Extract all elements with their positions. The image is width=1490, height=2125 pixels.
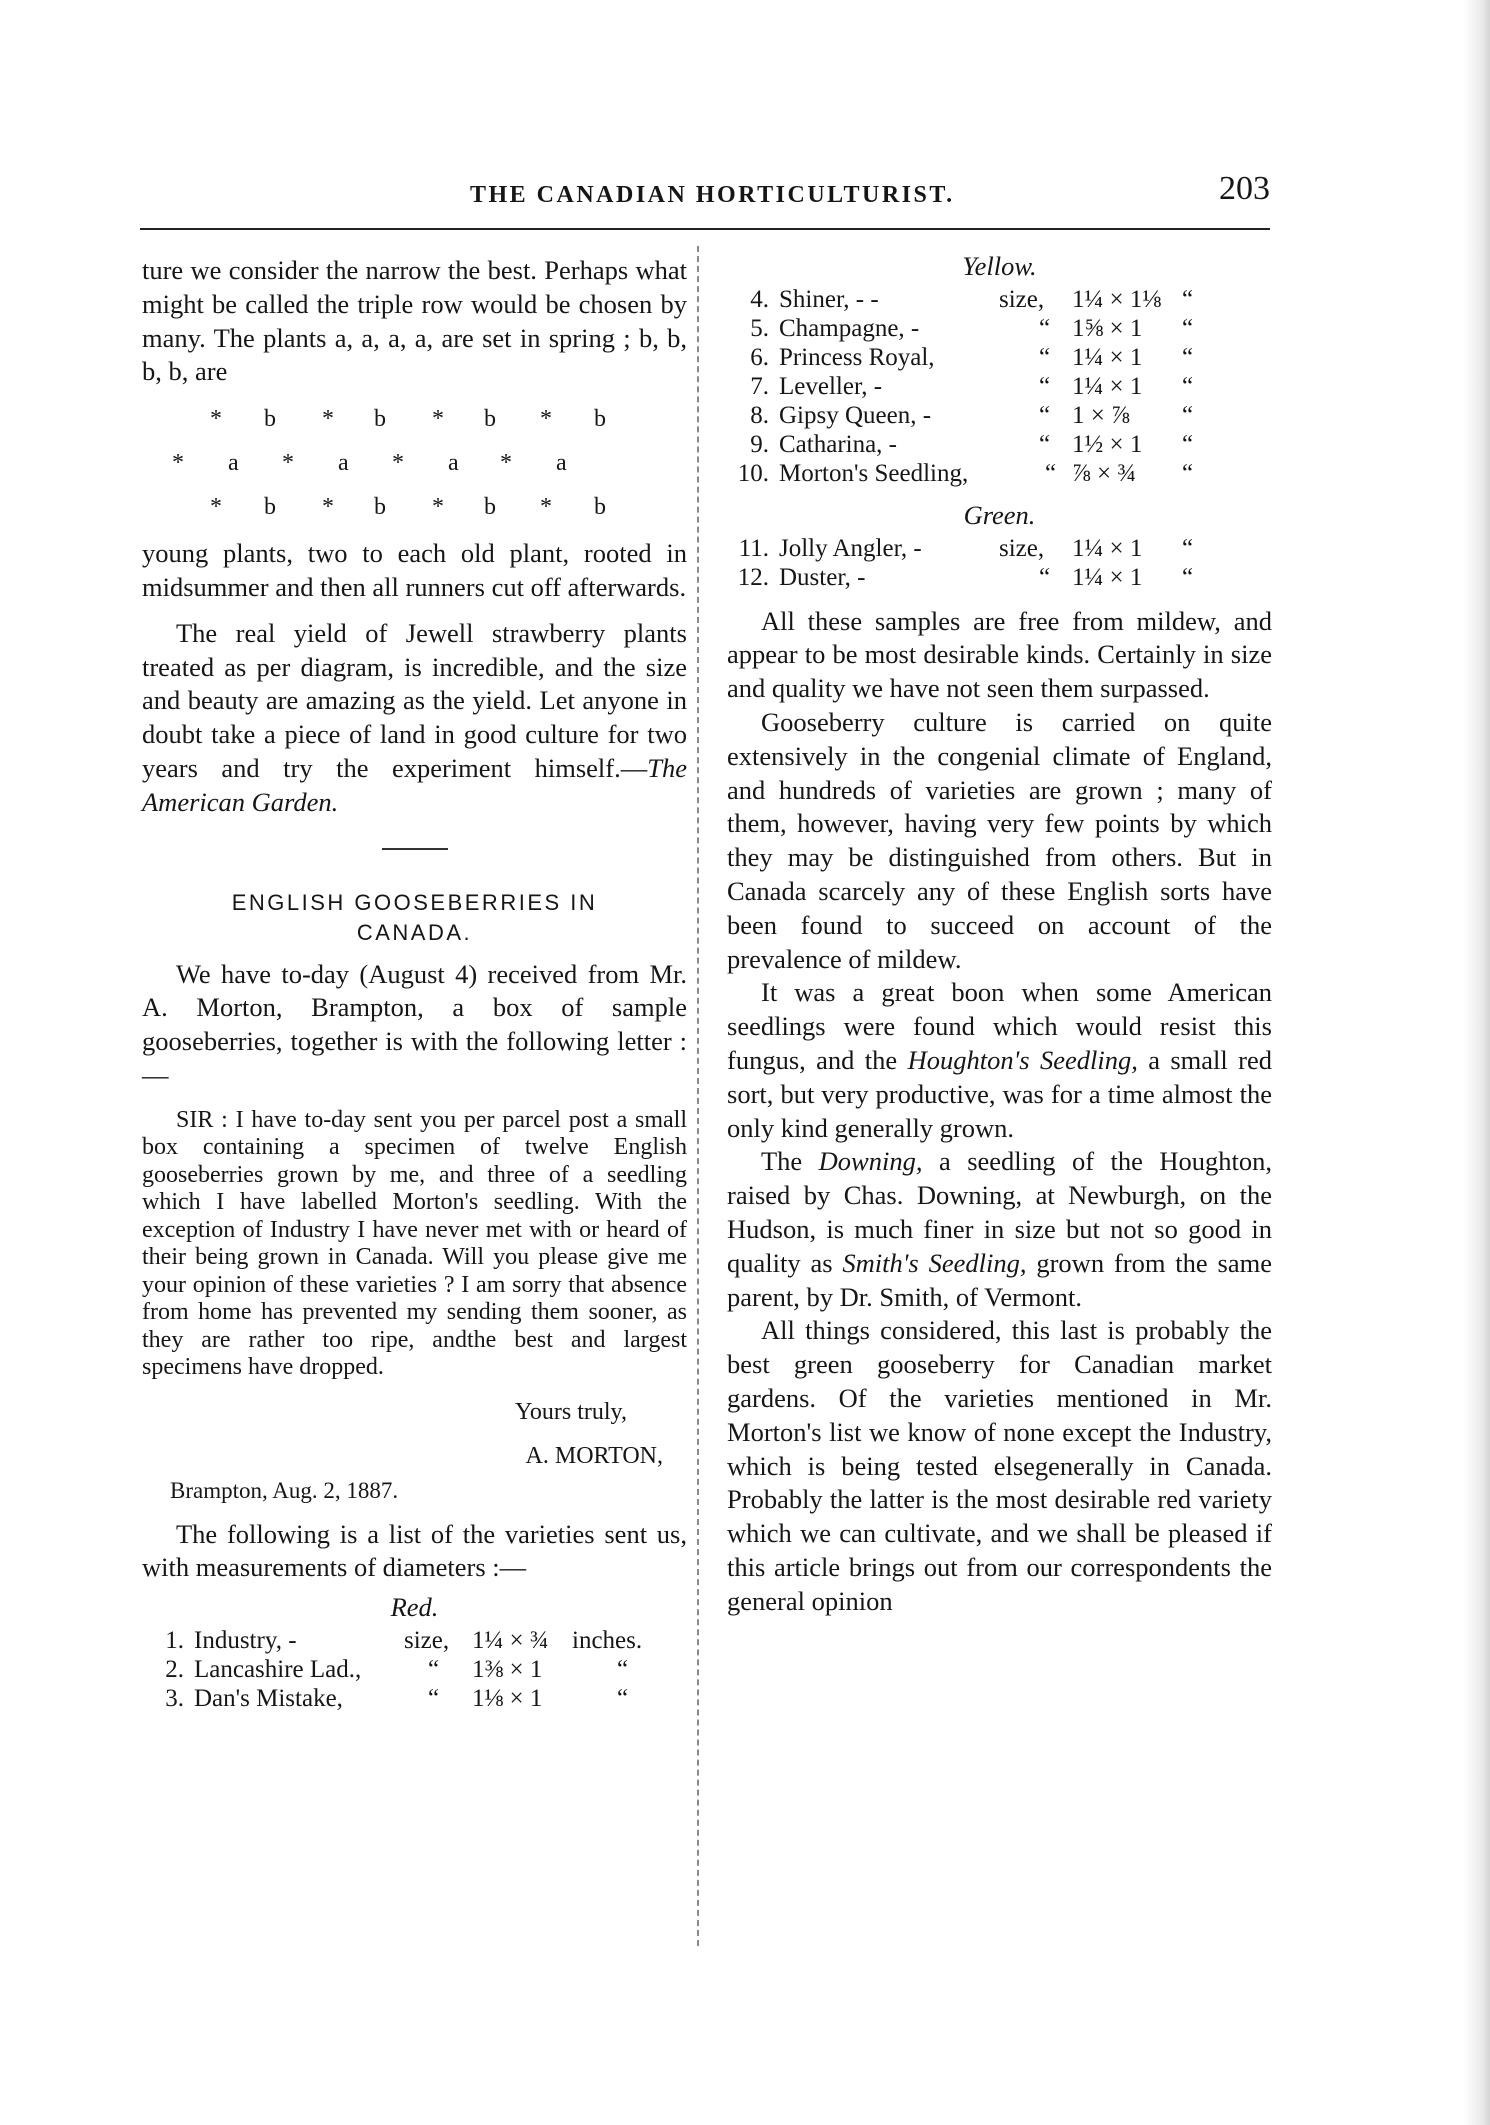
- downing-text-3: grown from the same parent, by Dr. Smith, of Vermont.: [727, 1247, 1272, 1312]
- diagram-cell: b: [484, 406, 496, 433]
- variety-name: Princess Royal,: [779, 343, 935, 371]
- list-item: [727, 373, 1272, 402]
- variety-size-label: “: [1039, 401, 1051, 429]
- variety-dimensions: 1½ × 1: [1072, 430, 1143, 458]
- yield-paragraph: [142, 617, 687, 820]
- variety-number: 2.: [165, 1655, 184, 1683]
- variety-size-label: “: [1039, 343, 1051, 371]
- letter-dateline: Brampton, Aug. 2, 1887.: [170, 1477, 399, 1503]
- variety-name: Dan's Mistake,: [194, 1684, 343, 1712]
- diagram-cell: b: [484, 494, 496, 521]
- variety-unit: “: [1182, 285, 1194, 313]
- diagram-cell: *: [210, 494, 222, 521]
- diagram-cell: *: [540, 406, 552, 433]
- after-diagram-paragraph: young plants, two to each old plant, rooted in midsummer and then all runners cut off afterwards.: [142, 538, 687, 602]
- downing-paragraph: [727, 1145, 1272, 1314]
- variety-unit: “: [1182, 401, 1194, 429]
- variety-dimensions: 1⅜ × 1: [472, 1655, 543, 1683]
- variety-name: Industry, -: [194, 1626, 297, 1654]
- variety-unit: “: [1182, 372, 1194, 400]
- yellow-varieties-list: [727, 286, 1272, 489]
- variety-size-label: “: [428, 1655, 440, 1683]
- downing-text-1: The: [761, 1146, 819, 1177]
- diagram-cell: *: [432, 406, 444, 433]
- variety-number: 4.: [750, 285, 769, 313]
- final-paragraph: All things considered, this last is probably the best green gooseberry for Canadian market gardens. Of the varieties mentioned in Mr. Morton's list we know of none except the Industry, which is being tested elsegenerally in Canada. Probably the latter is the most desirable red variety which we can cultivate, and we shall be pleased if this article brings out from our correspondents the general opinion: [727, 1315, 1272, 1616]
- variety-unit: “: [1182, 430, 1194, 458]
- list-item: [727, 286, 1272, 315]
- red-varieties-list: [142, 1627, 687, 1714]
- variety-name: Jolly Angler, -: [779, 534, 922, 562]
- letter-closing: Yours truly,: [514, 1398, 627, 1425]
- header-rule: [140, 228, 1270, 230]
- variety-number: 1.: [165, 1626, 184, 1654]
- variety-number: 3.: [165, 1684, 184, 1712]
- variety-dimensions: 1¼ × 1: [1072, 563, 1143, 591]
- variety-name: Shiner, - -: [779, 285, 879, 313]
- list-item: [727, 315, 1272, 344]
- page-edge-shadow: [1464, 0, 1490, 2125]
- diagram-cell: *: [322, 494, 334, 521]
- list-item: [142, 1685, 687, 1714]
- variety-number: 11.: [738, 534, 769, 562]
- list-item: [727, 402, 1272, 431]
- boon-variety: Houghton's Seedling,: [907, 1044, 1138, 1075]
- variety-name: Champagne, -: [779, 314, 920, 342]
- culture-paragraph: Gooseberry culture is carried on quite extensively in the congenial climate of England, and hundreds of varieties are grown ; many of them, however, having very few points by which they may be distinguished from others. But in Canada scarcely any of these English sorts have been found to succeed on account of the prevalence of mildew.: [727, 706, 1272, 974]
- yellow-heading: Yellow.: [962, 251, 1037, 281]
- section-title-line-1: ENGLISH GOOSEBERRIES IN: [231, 889, 598, 915]
- list-intro-paragraph: The following is a list of the varieties sent us, with measurements of diameters :—: [142, 1518, 687, 1583]
- variety-size-label: “: [1039, 314, 1051, 342]
- diagram-cell: b: [594, 406, 606, 433]
- diagram-cell: a: [338, 450, 349, 477]
- downing-variety: Downing,: [818, 1146, 923, 1177]
- diagram-cell: *: [322, 406, 334, 433]
- list-item: [142, 1627, 687, 1656]
- boon-text-1: It was a great boon when some American seedlings were found which would resist this fungus, and the: [727, 977, 1272, 1075]
- diagram-cell: b: [374, 494, 386, 521]
- variety-dimensions: 1¼ × ¾: [472, 1626, 549, 1654]
- diagram-cell: a: [448, 450, 459, 477]
- variety-unit: “: [617, 1684, 629, 1712]
- variety-dimensions: 1¼ × 1: [1072, 372, 1143, 400]
- diagram-cell: *: [210, 406, 222, 433]
- variety-size-label: “: [1039, 563, 1051, 591]
- section-title-line-2: CANADA.: [356, 919, 473, 945]
- received-paragraph: We have to-day (August 4) received from Mr. A. Morton, Brampton, a box of sample gooseberries, together is with the following letter :—: [142, 958, 687, 1090]
- downing-text-2: a seedling of the Houghton, raised by Chas. Downing, at Newburgh, on the Hudson, is much finer in size but not so good in quality as: [727, 1146, 1272, 1278]
- variety-size-label: “: [1045, 459, 1057, 487]
- variety-number: 12.: [737, 563, 769, 591]
- green-heading: Green.: [963, 499, 1036, 530]
- variety-unit: “: [1182, 563, 1194, 591]
- boon-paragraph: [727, 976, 1272, 1145]
- diagram-cell: *: [500, 450, 512, 477]
- variety-name: Lancashire Lad.,: [194, 1655, 362, 1683]
- variety-dimensions: ⅞ × ¾: [1072, 459, 1137, 487]
- section-title: [142, 888, 687, 948]
- variety-size-label: size,: [999, 534, 1045, 562]
- variety-dimensions: 1¼ × 1: [1072, 534, 1143, 562]
- variety-dimensions: 1¼ × 1: [1072, 343, 1143, 371]
- list-item: [727, 431, 1272, 460]
- list-item: [727, 460, 1272, 489]
- variety-unit: “: [1182, 314, 1194, 342]
- diagram-cell: a: [228, 450, 239, 477]
- list-item: [727, 564, 1272, 593]
- list-item: [727, 535, 1272, 564]
- variety-size-label: “: [428, 1684, 440, 1712]
- variety-unit: “: [617, 1655, 629, 1683]
- variety-unit: “: [1182, 459, 1194, 487]
- right-column: [727, 251, 1273, 1619]
- variety-number: 5.: [750, 314, 769, 342]
- variety-unit: “: [1182, 534, 1194, 562]
- running-head: THE CANADIAN HORTICULTURIST.: [470, 182, 955, 208]
- variety-unit: “: [1182, 343, 1194, 371]
- diagram-cell: b: [594, 494, 606, 521]
- variety-number: 10.: [737, 459, 769, 487]
- variety-size-label: size,: [999, 285, 1045, 313]
- diagram-cell: a: [556, 450, 567, 477]
- variety-name: Gipsy Queen, -: [779, 401, 932, 429]
- list-item: [727, 344, 1272, 373]
- green-varieties-list: [727, 535, 1272, 593]
- diagram-cell: *: [172, 450, 184, 477]
- variety-name: Leveller, -: [779, 372, 883, 400]
- diagram-row-b-top: [142, 399, 687, 443]
- diagram-cell: *: [282, 450, 294, 477]
- list-item: [142, 1656, 687, 1685]
- letter-salutation: SIR :: [176, 1106, 228, 1133]
- variety-number: 7.: [750, 372, 769, 400]
- variety-name: Duster, -: [779, 563, 866, 591]
- samples-paragraph: All these samples are free from mildew, and appear to be most desirable kinds. Certainly in size and quality we have not seen them surpassed.: [727, 605, 1272, 704]
- variety-size-label: “: [1039, 430, 1051, 458]
- diagram-cell: b: [264, 406, 276, 433]
- variety-name: Morton's Seedling,: [779, 459, 969, 487]
- variety-dimensions: 1⅛ × 1: [472, 1684, 543, 1712]
- variety-number: 9.: [750, 430, 769, 458]
- variety-number: 8.: [750, 401, 769, 429]
- letter-signature: A. MORTON,: [525, 1442, 663, 1469]
- diagram-row-b-bottom: [142, 487, 687, 531]
- diagram-cell: *: [540, 494, 552, 521]
- letter-text: I have to-day sent you per parcel post a small box containing a specimen of twelve English gooseberries grown by me, and three of a seedling which I have labelled Morton's seedling. With the exception of Industry I have never met with or heard of their being grown in Canada. Will you please give me your opinion of these varieties ? I am sorry that absence from home has prevented my sending them sooner, as they are rather too ripe, andthe best and largest specimens have dropped.: [142, 1106, 688, 1381]
- variety-number: 6.: [750, 343, 769, 371]
- variety-dimensions: 1 × ⅞: [1072, 401, 1130, 429]
- page-number: 203: [1219, 170, 1270, 207]
- variety-size-label: “: [1039, 372, 1051, 400]
- diagram-cell: b: [374, 406, 386, 433]
- yield-source: The American Garden.: [142, 752, 687, 817]
- variety-unit: inches.: [572, 1626, 643, 1654]
- variety-dimensions: 1¼ × 1⅛: [1072, 285, 1162, 313]
- smith-variety: Smith's Seedling,: [842, 1247, 1027, 1278]
- red-heading: Red.: [390, 1592, 439, 1623]
- left-column: [142, 254, 687, 1714]
- intro-paragraph: ture we consider the narrow the best. Perhaps what might be called the triple row would be chosen by many. The plants a, a, a, a, are set in spring ; b, b, b, b, are: [142, 255, 687, 387]
- variety-size-label: size,: [404, 1626, 450, 1654]
- column-divider: [697, 246, 699, 1946]
- diagram-cell: b: [264, 494, 276, 521]
- boon-text-2: a small red sort, but very productive, was for a time almost the only kind generally grown.: [727, 1044, 1273, 1143]
- planting-diagram: [142, 399, 687, 531]
- diagram-cell: *: [392, 450, 404, 477]
- section-separator: [382, 848, 448, 850]
- variety-name: Catharina, -: [779, 430, 898, 458]
- yield-text: The real yield of Jewell strawberry plants treated as per diagram, is incredible, and the size and beauty are amazing as the yield. Let anyone in doubt take a piece of land in good culture for two years and try the experiment himself.—: [142, 617, 687, 783]
- page-header: [140, 170, 1270, 220]
- variety-dimensions: 1⅝ × 1: [1072, 314, 1143, 342]
- diagram-cell: *: [432, 494, 444, 521]
- diagram-row-a: [142, 443, 687, 487]
- letter-body: [142, 1107, 687, 1382]
